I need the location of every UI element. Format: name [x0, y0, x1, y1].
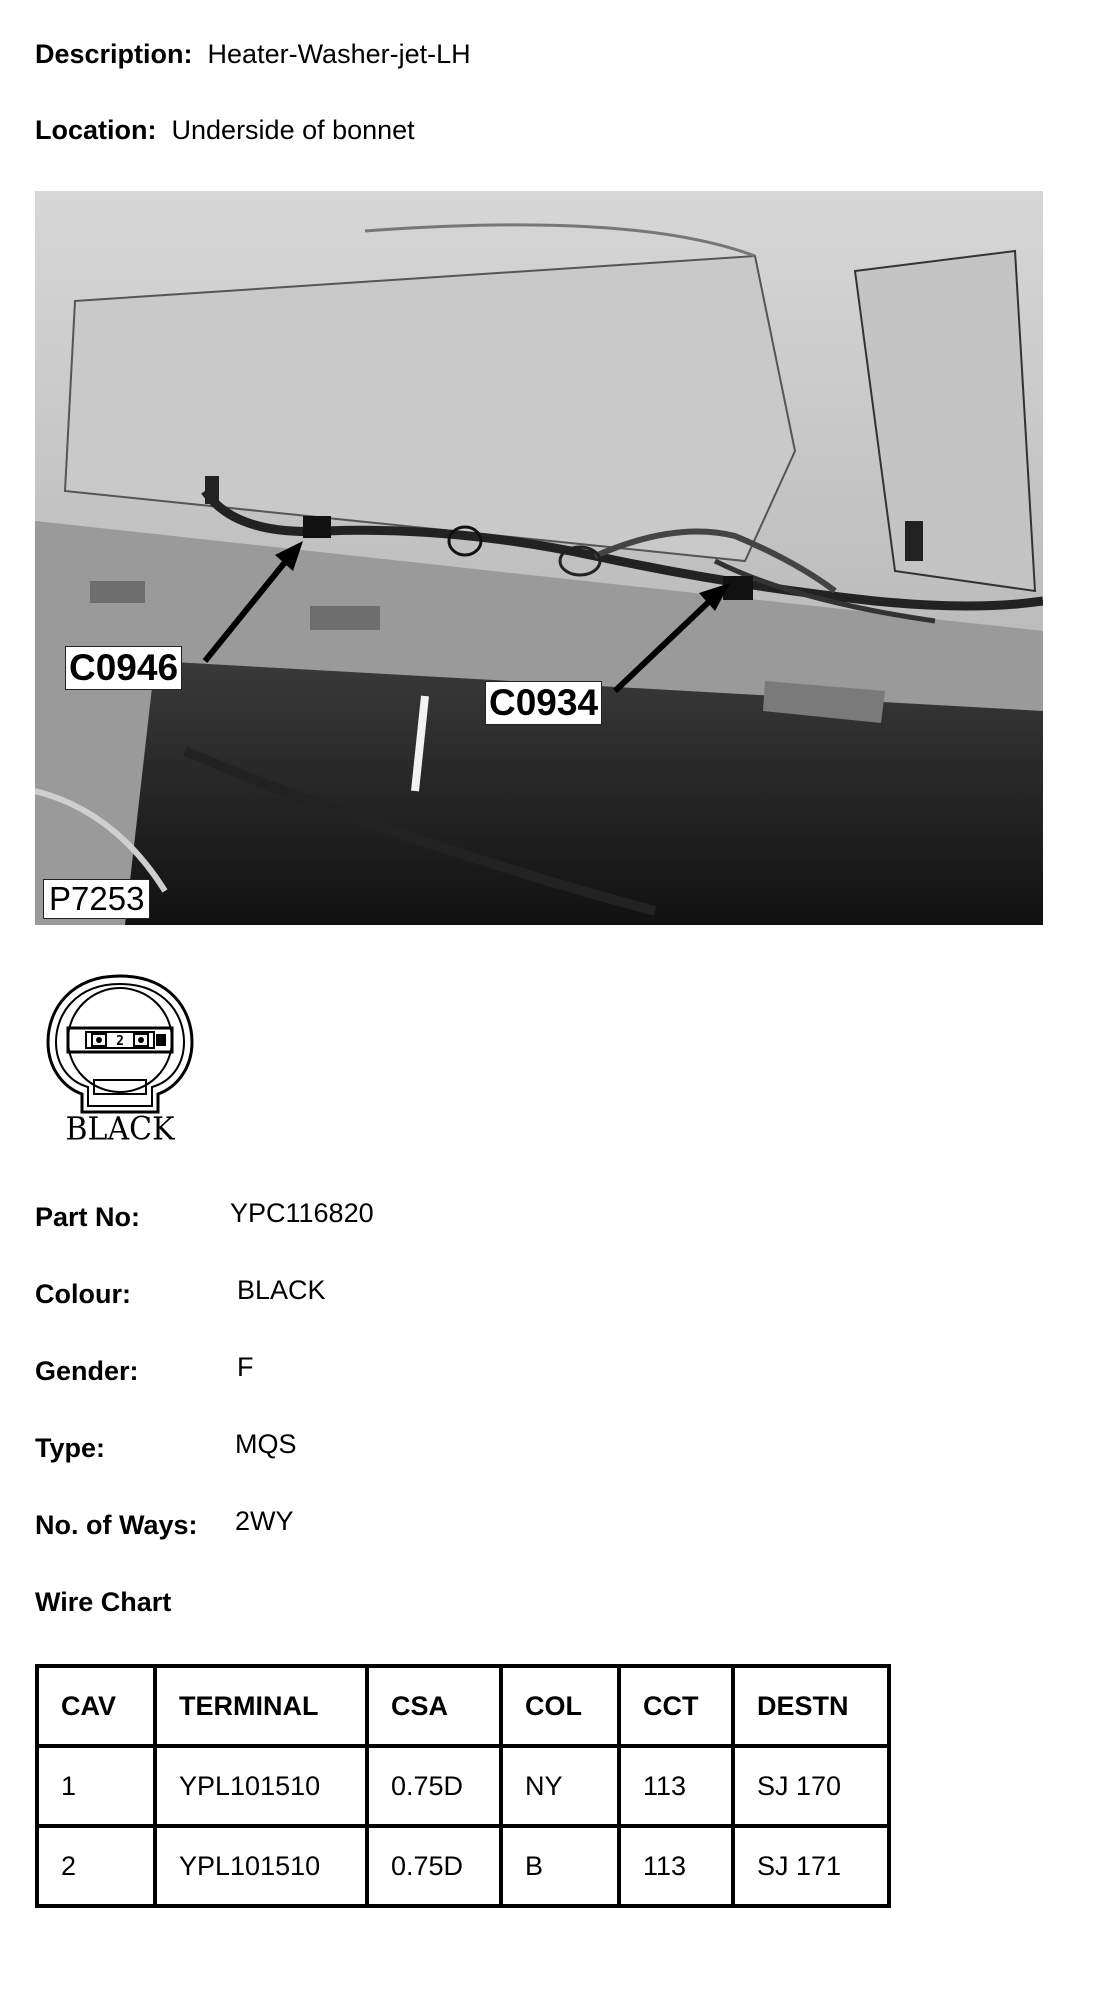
colour-value: BLACK — [237, 1275, 326, 1305]
photo-id: P7253 — [43, 879, 150, 919]
cell-cav: 2 — [37, 1826, 155, 1906]
connector-colour-label: BLACK — [65, 1111, 175, 1148]
callout-c0934: C0934 — [485, 681, 602, 725]
col-header-destn: DESTN — [733, 1666, 889, 1746]
gender-label: Gender: — [35, 1356, 139, 1386]
gender-row — [35, 1354, 254, 1388]
cell-terminal: YPL101510 — [155, 1826, 367, 1906]
connector-face-icon — [40, 970, 200, 1120]
part-no-row — [35, 1200, 374, 1234]
col-header-cav: CAV — [37, 1666, 155, 1746]
type-label: Type: — [35, 1433, 106, 1463]
cell-terminal: YPL101510 — [155, 1746, 367, 1826]
location-value: Underside of bonnet — [171, 115, 415, 145]
col-header-csa: CSA — [367, 1666, 501, 1746]
wire-chart-table — [35, 1664, 891, 1908]
ways-label: No. of Ways: — [35, 1510, 198, 1540]
cell-csa: 0.75D — [367, 1746, 501, 1826]
description-label: Description: — [35, 39, 193, 69]
type-value: MQS — [235, 1429, 297, 1459]
callout-c0946: C0946 — [65, 646, 182, 690]
photo-illustration — [35, 191, 1043, 925]
description-value: Heater-Washer-jet-LH — [207, 39, 471, 69]
colour-row — [35, 1277, 326, 1311]
table-row — [37, 1826, 889, 1906]
connector-face-diagram — [40, 970, 200, 1150]
cell-cct: 113 — [619, 1746, 733, 1826]
col-header-terminal: TERMINAL — [155, 1666, 367, 1746]
location-row — [35, 113, 415, 147]
type-row — [35, 1431, 297, 1465]
ways-value: 2WY — [235, 1506, 294, 1536]
wire-chart-header-row — [37, 1666, 889, 1746]
cell-col: B — [501, 1826, 619, 1906]
table-row — [37, 1746, 889, 1826]
wire-chart-title: Wire Chart — [35, 1587, 172, 1617]
ways-row — [35, 1508, 294, 1542]
col-header-cct: CCT — [619, 1666, 733, 1746]
cell-csa: 0.75D — [367, 1826, 501, 1906]
cell-destn: SJ 171 — [733, 1826, 889, 1906]
colour-label: Colour: — [35, 1279, 131, 1309]
connector-location-photo — [35, 191, 1043, 925]
cell-cav: 1 — [37, 1746, 155, 1826]
part-no-value: YPC116820 — [230, 1198, 374, 1228]
location-label: Location: — [35, 115, 157, 145]
description-row — [35, 37, 471, 71]
cell-col: NY — [501, 1746, 619, 1826]
cell-destn: SJ 170 — [733, 1746, 889, 1826]
cavity-numbers: 2 — [116, 1034, 124, 1049]
gender-value: F — [237, 1352, 254, 1382]
col-header-col: COL — [501, 1666, 619, 1746]
part-no-label: Part No: — [35, 1202, 141, 1232]
wire-chart-title-row — [35, 1585, 171, 1619]
cell-cct: 113 — [619, 1826, 733, 1906]
